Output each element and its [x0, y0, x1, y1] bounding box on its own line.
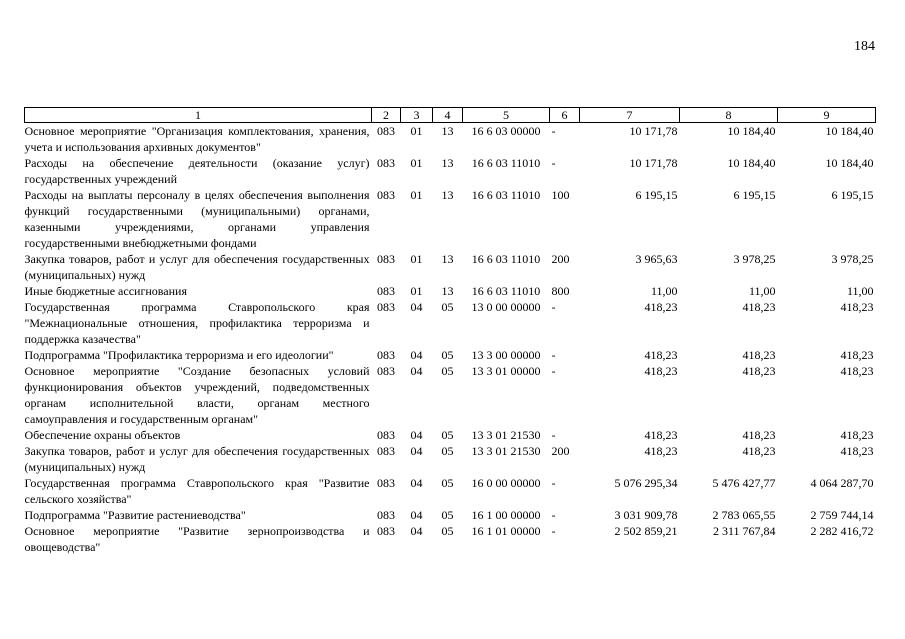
amount-col7-cell: 3 031 909,78 [614, 508, 678, 522]
amount-col8-cell: 2 783 065,55 [712, 508, 776, 522]
table-row [25, 347, 876, 363]
row-name-cell: Расходы на обеспечение деятельности (оказание услуг) государственных учреждений [24, 156, 370, 186]
section-code-cell: 04 [410, 524, 423, 538]
amount-col8-cell: 418,23 [742, 348, 776, 362]
expense-type-cell: - [551, 364, 556, 378]
table-row [25, 123, 876, 156]
ministry-code-cell: 083 [377, 364, 395, 378]
amount-col7-cell: 10 171,78 [629, 124, 678, 138]
amount-col9-cell: 418,23 [840, 364, 874, 378]
amount-col7-cell: 3 965,63 [635, 252, 678, 266]
amount-col8-cell: 3 978,25 [733, 252, 776, 266]
subsection-code-cell: 05 [441, 348, 454, 362]
amount-col9-cell: 2 282 416,72 [810, 524, 874, 538]
subsection-code-cell: 05 [441, 428, 454, 442]
expense-type-cell: - [551, 524, 556, 538]
table-row [25, 283, 876, 299]
ministry-code-cell: 083 [377, 428, 395, 442]
amount-col8-cell: 10 184,40 [727, 124, 776, 138]
expense-type-cell: - [551, 508, 556, 522]
section-code-cell: 04 [410, 348, 423, 362]
target-article-cell: 16 1 00 00000 [471, 508, 541, 522]
row-name-cell: Государственная программа Ставропольского края "Межнациональные отношения, профилактика терроризма и поддержка казачества" [24, 300, 370, 346]
target-article-cell: 13 3 01 21530 [471, 444, 541, 458]
amount-col7-cell: 2 502 859,21 [614, 524, 678, 538]
target-article-cell: 13 3 01 00000 [471, 364, 541, 378]
header-cell: 2 [372, 108, 401, 123]
row-name-cell: Подпрограмма "Профилактика терроризма и его идеологии" [24, 348, 334, 362]
table-row [25, 251, 876, 283]
expense-type-cell: - [551, 348, 556, 362]
amount-col9-cell: 418,23 [840, 428, 874, 442]
target-article-cell: 13 3 00 00000 [471, 348, 541, 362]
row-name-cell: Основное мероприятие "Организация комплектования, хранения, учета и использования архивных документов" [24, 124, 370, 154]
section-code-cell: 04 [410, 476, 423, 490]
header-cell: 5 [463, 108, 550, 123]
section-code-cell: 01 [410, 156, 423, 170]
target-article-cell: 16 6 03 00000 [471, 124, 541, 138]
amount-col9-cell: 10 184,40 [825, 156, 874, 170]
table-row [25, 427, 876, 443]
amount-col9-cell: 10 184,40 [825, 124, 874, 138]
subsection-code-cell: 05 [441, 476, 454, 490]
amount-col8-cell: 5 476 427,77 [712, 476, 776, 490]
amount-col8-cell: 6 195,15 [733, 188, 776, 202]
target-article-cell: 16 6 03 11010 [471, 188, 541, 202]
section-code-cell: 01 [410, 252, 423, 266]
expense-type-cell: 200 [551, 252, 570, 266]
amount-col8-cell: 2 311 767,84 [712, 524, 776, 538]
amount-col9-cell: 2 759 744,14 [810, 508, 874, 522]
expense-type-cell: - [551, 428, 556, 442]
subsection-code-cell: 13 [441, 252, 454, 266]
amount-col7-cell: 11,00 [650, 284, 678, 298]
section-code-cell: 04 [410, 508, 423, 522]
row-name-cell: Расходы на выплаты персоналу в целях обеспечения выполнения функций государственными (муниципальными) органами, казенными учреждениями, органами управления государственными внебюджетными фондами [24, 188, 370, 250]
ministry-code-cell: 083 [377, 508, 395, 522]
ministry-code-cell: 083 [377, 124, 395, 138]
table-row [25, 507, 876, 523]
section-code-cell: 04 [410, 444, 423, 458]
amount-col9-cell: 11,00 [846, 284, 874, 298]
table-row [25, 155, 876, 187]
amount-col7-cell: 10 171,78 [629, 156, 678, 170]
header-row [25, 108, 876, 123]
target-article-cell: 13 3 01 21530 [471, 428, 541, 442]
subsection-code-cell: 13 [441, 284, 454, 298]
amount-col9-cell: 6 195,15 [831, 188, 874, 202]
expense-type-cell: - [551, 476, 556, 490]
amount-col7-cell: 6 195,15 [635, 188, 678, 202]
section-code-cell: 01 [410, 124, 423, 138]
row-name-cell: Государственная программа Ставропольского края "Развитие сельского хозяйства" [24, 476, 370, 506]
amount-col9-cell: 418,23 [840, 444, 874, 458]
table-row [25, 443, 876, 475]
ministry-code-cell: 083 [377, 252, 395, 266]
ministry-code-cell: 083 [377, 156, 395, 170]
header-cell: 8 [680, 108, 778, 123]
ministry-code-cell: 083 [377, 524, 395, 538]
header-cell: 1 [25, 108, 372, 123]
row-name-cell: Основное мероприятие "Создание безопасных условий функционирования объектов учреждений, подведомственных органам исполнительной власти, органам местного самоуправления и государственным органам" [24, 364, 370, 426]
row-name-cell: Подпрограмма "Развитие растениеводства" [24, 508, 246, 522]
amount-col7-cell: 418,23 [644, 444, 678, 458]
row-name-cell: Обеспечение охраны объектов [24, 428, 181, 442]
amount-col8-cell: 418,23 [742, 428, 776, 442]
section-code-cell: 01 [410, 284, 423, 298]
ministry-code-cell: 083 [377, 300, 395, 314]
amount-col8-cell: 418,23 [742, 444, 776, 458]
section-code-cell: 04 [410, 300, 423, 314]
amount-col7-cell: 418,23 [644, 300, 678, 314]
target-article-cell: 16 6 03 11010 [471, 156, 541, 170]
expense-type-cell: 100 [551, 188, 570, 202]
expense-type-cell: - [551, 156, 556, 170]
header-cell: 4 [433, 108, 463, 123]
subsection-code-cell: 05 [441, 300, 454, 314]
amount-col7-cell: 418,23 [644, 348, 678, 362]
section-code-cell: 04 [410, 364, 423, 378]
table-body [25, 123, 876, 556]
ministry-code-cell: 083 [377, 188, 395, 202]
amount-col9-cell: 418,23 [840, 300, 874, 314]
table-row [25, 299, 876, 347]
expense-type-cell: 800 [551, 284, 570, 298]
expense-type-cell: 200 [551, 444, 570, 458]
ministry-code-cell: 083 [377, 444, 395, 458]
subsection-code-cell: 13 [441, 188, 454, 202]
amount-col9-cell: 3 978,25 [831, 252, 874, 266]
amount-col8-cell: 10 184,40 [727, 156, 776, 170]
section-code-cell: 01 [410, 188, 423, 202]
subsection-code-cell: 05 [441, 524, 454, 538]
subsection-code-cell: 05 [441, 444, 454, 458]
budget-table [24, 107, 876, 555]
page-number: 184 [854, 39, 875, 54]
subsection-code-cell: 13 [441, 156, 454, 170]
target-article-cell: 16 6 03 11010 [471, 284, 541, 298]
header-cell: 6 [550, 108, 580, 123]
header-cell: 9 [778, 108, 876, 123]
target-article-cell: 13 0 00 00000 [471, 300, 541, 314]
ministry-code-cell: 083 [377, 284, 395, 298]
row-name-cell: Основное мероприятие "Развитие зернопроизводства и овощеводства" [24, 524, 370, 554]
amount-col9-cell: 418,23 [840, 348, 874, 362]
table-header [25, 108, 876, 123]
amount-col8-cell: 11,00 [748, 284, 776, 298]
expense-type-cell: - [551, 124, 556, 138]
row-name-cell: Закупка товаров, работ и услуг для обеспечения государственных (муниципальных) нужд [24, 444, 370, 474]
table-row [25, 523, 876, 555]
table-row [25, 475, 876, 507]
row-name-cell: Закупка товаров, работ и услуг для обеспечения государственных (муниципальных) нужд [24, 252, 370, 282]
header-cell: 7 [580, 108, 680, 123]
amount-col8-cell: 418,23 [742, 364, 776, 378]
amount-col7-cell: 418,23 [644, 364, 678, 378]
target-article-cell: 16 6 03 11010 [471, 252, 541, 266]
subsection-code-cell: 13 [441, 124, 454, 138]
amount-col7-cell: 5 076 295,34 [614, 476, 678, 490]
table-row [25, 363, 876, 427]
target-article-cell: 16 0 00 00000 [471, 476, 541, 490]
expense-type-cell: - [551, 300, 556, 314]
subsection-code-cell: 05 [441, 508, 454, 522]
amount-col8-cell: 418,23 [742, 300, 776, 314]
subsection-code-cell: 05 [441, 364, 454, 378]
table-row [25, 187, 876, 251]
amount-col9-cell: 4 064 287,70 [810, 476, 874, 490]
row-name-cell: Иные бюджетные ассигнования [24, 284, 187, 298]
header-cell: 3 [401, 108, 433, 123]
ministry-code-cell: 083 [377, 476, 395, 490]
target-article-cell: 16 1 01 00000 [471, 524, 541, 538]
amount-col7-cell: 418,23 [644, 428, 678, 442]
ministry-code-cell: 083 [377, 348, 395, 362]
section-code-cell: 04 [410, 428, 423, 442]
